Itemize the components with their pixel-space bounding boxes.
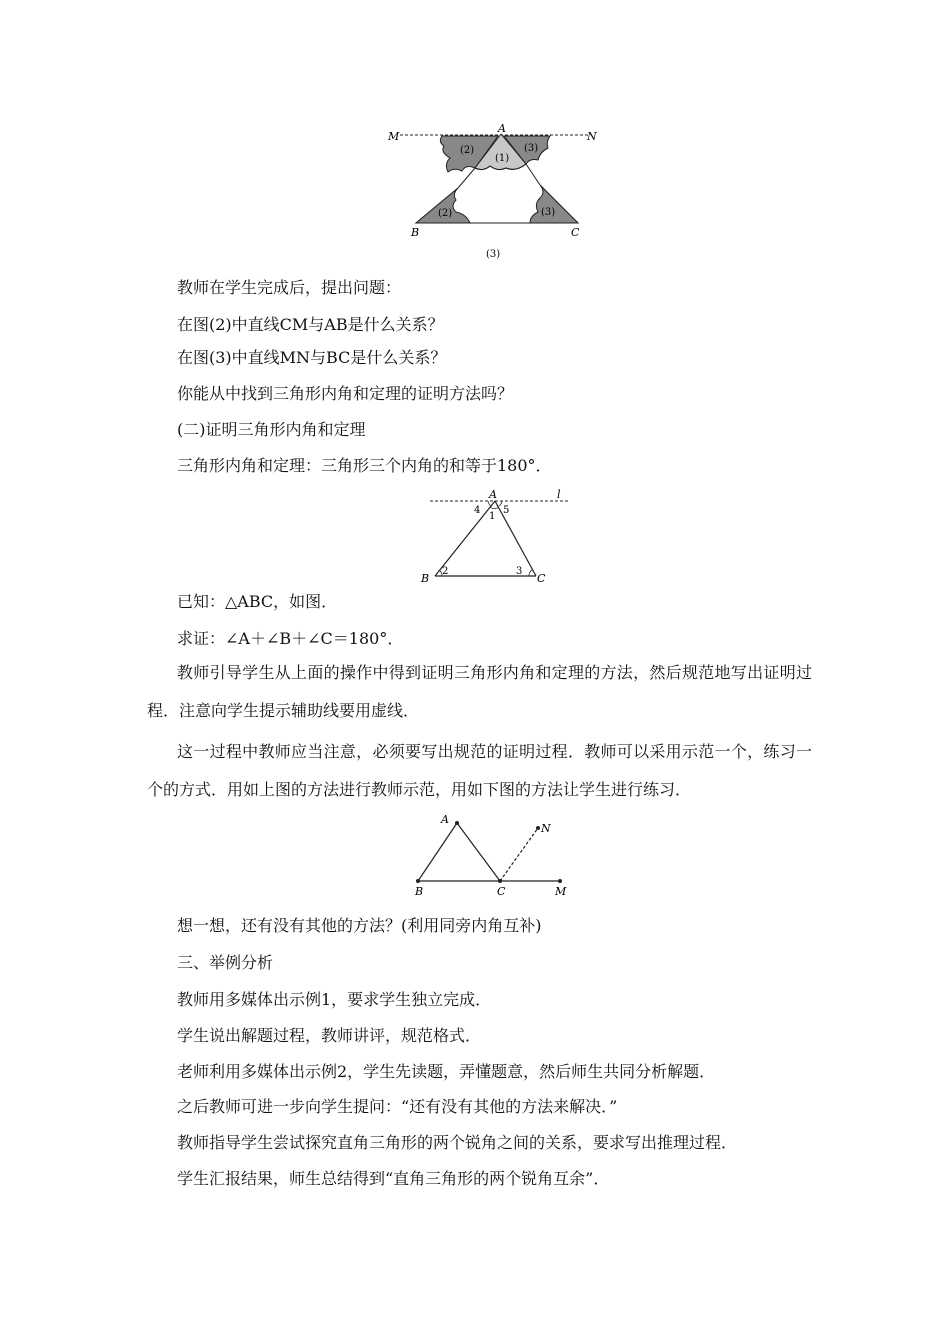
label-b: B — [421, 572, 430, 585]
text-line-example2: 老师利用多媒体出示例2，学生先读题，弄懂题意，然后师生共同分析解题． — [177, 1062, 716, 1081]
angle-1-label: 1 — [489, 511, 496, 522]
angle-3-label: 3 — [516, 566, 523, 577]
label-c: C — [571, 226, 580, 239]
label-b: B — [415, 885, 424, 898]
section-heading-examples: 三、举例分析 — [177, 953, 274, 972]
side-ab — [418, 823, 457, 881]
point-a — [455, 821, 459, 825]
label-a: A — [489, 488, 497, 501]
text-line-conclusion: 学生汇报结果，师生总结得到“直角三角形的两个锐角互余”． — [177, 1169, 610, 1188]
label-n: N — [541, 822, 551, 835]
triangle-extended-figure — [410, 812, 580, 902]
label-b: B — [411, 226, 420, 239]
piece-2-top-label: (2) — [460, 145, 475, 156]
label-c: C — [497, 885, 506, 898]
triangle-side-left — [458, 168, 475, 188]
piece-1-label: (1) — [495, 153, 510, 164]
text-line-3: 在图(3)中直线MN与BC是什么关系？ — [177, 348, 447, 367]
paragraph-practice: 这一过程中教师应当注意，必须要写出规范的证明过程．教师可以采用示范一个，练习一个的方式．用如上图的方法进行教师示范，用如下图的方法让学生进行练习． — [147, 742, 812, 799]
angle-5-label: 5 — [503, 505, 510, 516]
side-ac — [495, 501, 536, 576]
label-l: l — [557, 488, 561, 501]
triangle-side-right — [526, 164, 540, 185]
point-c — [498, 879, 502, 883]
angle-3-arc — [529, 570, 532, 576]
point-m — [558, 879, 562, 883]
angle-2-label: 2 — [442, 566, 449, 577]
side-ab — [435, 501, 495, 576]
text-line-1: 教师在学生完成后，提出问题： — [177, 278, 402, 297]
ray-cn — [500, 828, 538, 881]
section-heading-proof: (二)证明三角形内角和定理 — [177, 420, 366, 439]
piece-2-bottom-label: (2) — [438, 208, 453, 219]
text-line-ask: 之后教师可进一步向学生提问：“还有没有其他的方法来解决．” — [177, 1097, 618, 1116]
label-c: C — [537, 572, 546, 585]
triangle-parallel-line-figure — [418, 487, 578, 587]
point-b — [416, 879, 420, 883]
point-n — [536, 826, 540, 830]
figure-caption: (3) — [486, 249, 501, 260]
label-m: M — [388, 130, 400, 143]
paragraph-guidance: 教师引导学生从上面的操作中得到证明三角形内角和定理的方法，然后规范地写出证明过程．注意向学生提示辅助线要用虚线． — [147, 663, 812, 720]
angle-1-arc — [490, 507, 499, 509]
piece-3-top-label: (3) — [524, 143, 539, 154]
side-ac — [457, 823, 500, 881]
text-line-explain: 学生说出解题过程，教师讲评，规范格式． — [177, 1026, 482, 1045]
label-a: A — [441, 813, 449, 826]
label-m: M — [555, 885, 567, 898]
text-line-think: 想一想，还有没有其他的方法？(利用同旁内角互补) — [177, 916, 542, 935]
angle-5-arc — [499, 501, 502, 506]
angle-4-arc — [488, 501, 491, 506]
triangle-torn-corners-figure — [380, 120, 620, 260]
theorem-statement: 三角形内角和定理：三角形三个内角的和等于180°． — [177, 456, 552, 475]
label-n: N — [587, 130, 597, 143]
angle-4-label: 4 — [474, 505, 481, 516]
text-line-right-triangle: 教师指导学生尝试探究直角三角形的两个锐角之间的关系，要求写出推理过程． — [177, 1133, 738, 1152]
piece-3-bottom-label: (3) — [541, 207, 556, 218]
prove-statement: 求证：∠A＋∠B＋∠C＝180°． — [177, 629, 404, 648]
text-line-4: 你能从中找到三角形内角和定理的证明方法吗？ — [177, 384, 514, 403]
given-statement: 已知：△ABC，如图． — [177, 592, 338, 611]
text-line-example1: 教师用多媒体出示例1，要求学生独立完成． — [177, 990, 492, 1009]
text-line-2: 在图(2)中直线CM与AB是什么关系？ — [177, 315, 444, 334]
label-a: A — [498, 122, 506, 135]
